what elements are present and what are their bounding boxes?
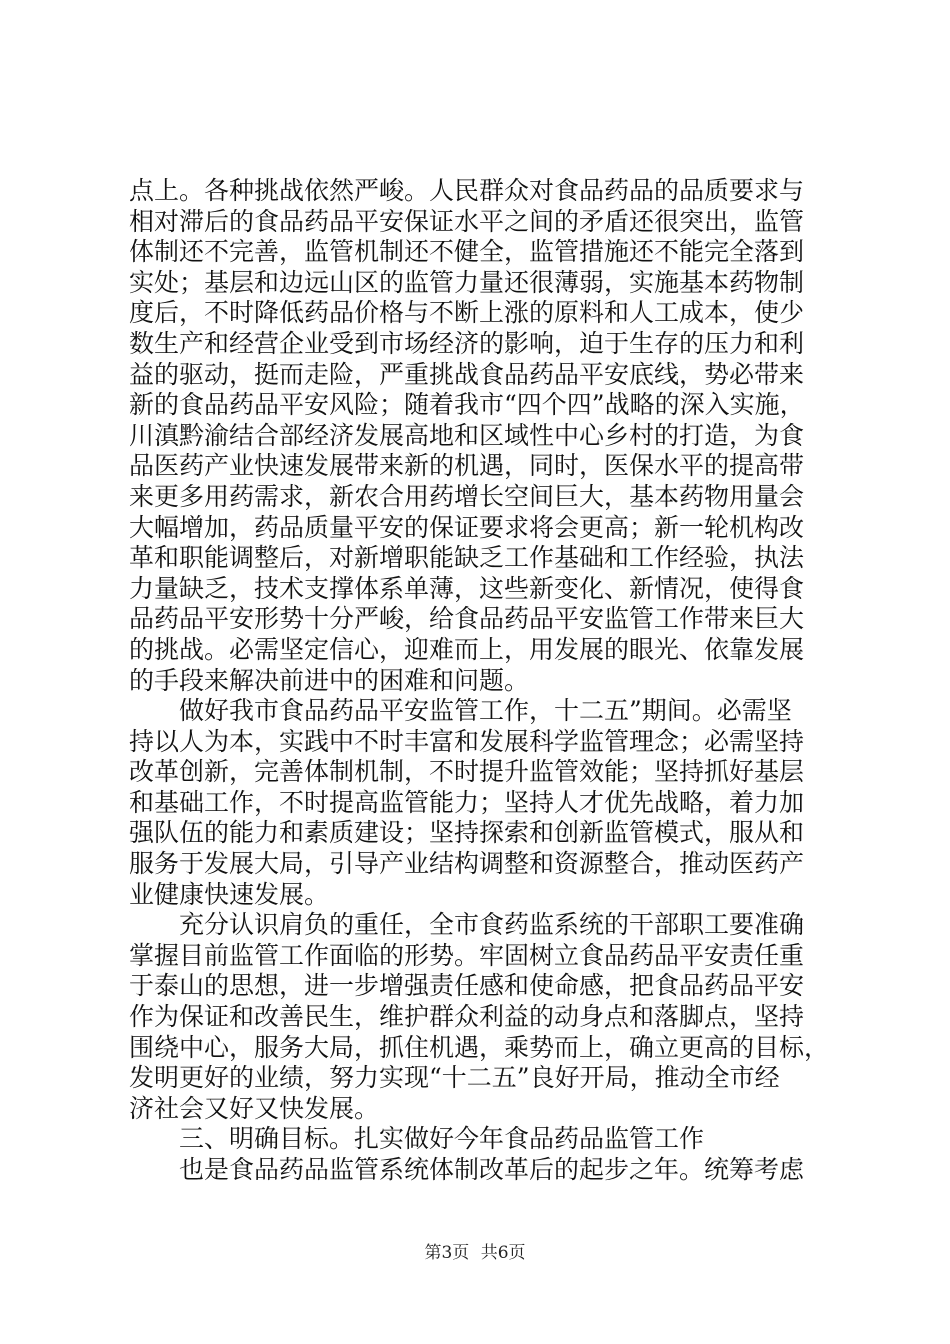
text-line: 实处；基层和边远山区的监管力量还很薄弱，实施基本药物制 — [129, 267, 805, 297]
text-line: 改革创新，完善体制机制，不时提升监管效能；坚持抓好基层 — [129, 757, 805, 787]
text-line: 新的食品药品平安风险；随着我市“四个四”战略的深入实施， — [129, 390, 805, 420]
text-line: 于泰山的思想，进一步增强责任感和使命感，把食品药品平安 — [129, 971, 805, 1001]
page-footer — [0, 1243, 950, 1263]
body-text — [129, 176, 869, 1186]
text-line: 来更多用药需求，新农合用药增长空间巨大，基本药物用量会 — [129, 481, 805, 511]
text-line: 业健康快速发展。 — [129, 879, 330, 909]
text-line: 强队伍的能力和素质建设；坚持探索和创新监管模式，服从和 — [129, 818, 805, 848]
text-line: 济社会又好又快发展。 — [129, 1093, 380, 1123]
text-line: 也是食品药品监管系统体制改革后的起步之年。统筹考虑 — [129, 1155, 805, 1184]
text-line: 围绕中心，服务大局，抓住机遇，乘势而上，确立更高的目标， — [129, 1032, 830, 1062]
text-line: 品医药产业快速发展带来新的机遇，同时，医保水平的提高带 — [129, 451, 805, 481]
text-line: 发明更好的业绩，努力实现“十二五”良好开局，推动全市经 — [129, 1063, 780, 1093]
text-line: 服务于发展大局，引导产业结构调整和资源整合，推动医药产 — [129, 849, 805, 879]
text-line: 做好我市食品药品平安监管工作，十二五”期间。必需坚 — [129, 696, 792, 726]
text-line: 掌握目前监管工作面临的形势。牢固树立食品药品平安责任重 — [129, 940, 805, 970]
text-line: 的挑战。必需坚定信心，迎难而上，用发展的眼光、依靠发展 — [129, 634, 805, 664]
text-line: 和基础工作，不时提高监管能力；坚持人才优先战略，着力加 — [129, 787, 805, 817]
text-line: 体制还不完善，监管机制还不健全，监管措施还不能完全落到 — [129, 237, 805, 267]
text-line: 品药品平安形势十分严峻，给食品药品平安监管工作带来巨大 — [129, 604, 805, 634]
text-line: 作为保证和改善民生，维护群众利益的动身点和落脚点，坚持 — [129, 1002, 805, 1032]
text-line: 川滇黔渝结合部经济发展高地和区域性中心乡村的打造，为食 — [129, 420, 805, 450]
text-line: 的手段来解决前进中的困难和问题。 — [129, 665, 530, 695]
text-line: 大幅增加，药品质量平安的保证要求将会更高；新一轮机构改 — [129, 512, 805, 542]
text-line: 充分认识肩负的重任，全市食药监系统的干部职工要准确 — [129, 910, 805, 940]
text-line: 三、明确目标。扎实做好今年食品药品监管工作 — [129, 1124, 705, 1154]
text-line: 点上。各种挑战依然严峻。人民群众对食品药品的品质要求与 — [129, 176, 805, 205]
text-line: 数生产和经营企业受到市场经济的影响，迫于生存的压力和利 — [129, 328, 805, 358]
text-line: 益的驱动，挺而走险，严重挑战食品药品平安底线，势必带来 — [129, 359, 805, 389]
text-line: 革和职能调整后，对新增职能缺乏工作基础和工作经验，执法 — [129, 543, 805, 573]
text-line: 度后，不时降低药品价格与不断上涨的原料和人工成本，使少 — [129, 298, 805, 328]
page-number: 第3页 — [424, 1243, 470, 1263]
text-line: 相对滞后的食品药品平安保证水平之间的矛盾还很突出，监管 — [129, 206, 805, 236]
text-line: 力量缺乏，技术支撑体系单薄，这些新变化、新情况，使得食 — [129, 573, 805, 603]
page-total: 共6页 — [480, 1243, 526, 1263]
text-line: 持以人为本，实践中不时丰富和发展科学监管理念；必需坚持 — [129, 726, 805, 756]
